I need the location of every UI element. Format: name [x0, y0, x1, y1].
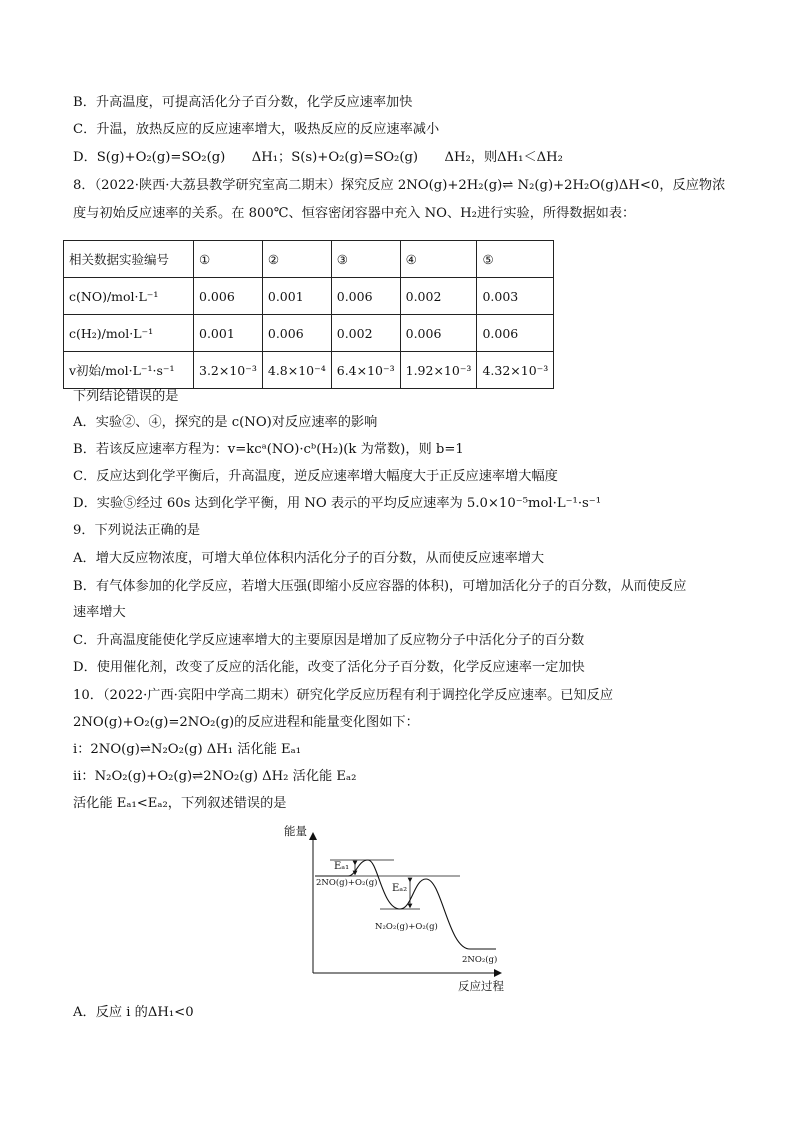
table-cell: 0.001 [262, 278, 331, 315]
q9-option-a: A．增大反应物浓度，可增大单位体积内活化分子的百分数，从而使反应速率增大 [73, 551, 545, 566]
q7-option-d: D．S(g)+O₂(g)=SO₂(g) ΔH₁；S(s)+O₂(g)=SO₂(g) ΔH₂，则ΔH₁＜ΔH₂ [73, 150, 563, 165]
table-cell: 4.32×10⁻³ [477, 352, 554, 389]
energy-profile-diagram [270, 818, 540, 998]
q9-option-d: D．使用催化剂，改变了反应的活化能，改变了活化分子百分数，化学反应速率一定加快 [73, 660, 585, 675]
table-row [64, 315, 554, 352]
table-cell: c(NO)/mol·L⁻¹ [64, 278, 194, 315]
table-cell: 0.002 [400, 278, 477, 315]
table-header-cell: ④ [400, 241, 477, 278]
reaction-ii: ii：N₂O₂(g)+O₂(g)⇌2NO₂(g) ΔH₂ 活化能 Eₐ₂ [73, 769, 357, 784]
table-cell: 0.001 [194, 315, 263, 352]
table-header-cell: ② [262, 241, 331, 278]
table-cell: 6.4×10⁻³ [331, 352, 400, 389]
table-cell: v初始/mol·L⁻¹·s⁻¹ [64, 352, 194, 389]
ea1-label: Eₐ₁ [334, 861, 350, 872]
question-9: 9．下列说法正确的是 [73, 523, 201, 538]
table-header-cell: ⑤ [477, 241, 554, 278]
energy-curve [315, 860, 496, 949]
table-cell: 0.006 [331, 278, 400, 315]
question-8-stem: 下列结论错误的是 [73, 389, 179, 404]
q7-option-b: B．升高温度，可提高活化分子百分数，化学反应速率加快 [73, 95, 413, 110]
reaction-i: i：2NO(g)⇌N₂O₂(g) ΔH₁ 活化能 Eₐ₁ [73, 742, 302, 757]
table-cell: 0.006 [194, 278, 263, 315]
q7-option-c: C．升温，放热反应的反应速率增大，吸热反应的反应速率减小 [73, 122, 440, 137]
question-10-line-2: 2NO(g)+O₂(g)=2NO₂(g)的反应进程和能量变化图如下： [73, 715, 419, 730]
table-cell: 0.006 [477, 315, 554, 352]
q8-option-a: A．实验②、④，探究的是 c(NO)对反应速率的影响 [73, 415, 378, 430]
q9-option-c: C．升高温度能使化学反应速率增大的主要原因是增加了反应物分子中活化分子的百分数 [73, 633, 585, 648]
table-cell: c(H₂)/mol·L⁻¹ [64, 315, 194, 352]
table-cell: 0.006 [262, 315, 331, 352]
q9-option-b-line-1: B．有气体参加的化学反应，若增大压强(即缩小反应容器的体积)，可增加活化分子的百分数，从而使反应 [73, 579, 687, 594]
question-10-stem: 活化能 Eₐ₁<Eₐ₂，下列叙述错误的是 [73, 796, 287, 811]
table-cell: 0.002 [331, 315, 400, 352]
table-header-cell: 相关数据实验编号 [64, 241, 194, 278]
table-cell: 4.8×10⁻⁴ [262, 352, 331, 389]
intermediate-label: N₂O₂(g)+O₂(g) [375, 922, 438, 932]
table-header-cell: ③ [331, 241, 400, 278]
table-cell: 1.92×10⁻³ [400, 352, 477, 389]
table-header-row [64, 241, 554, 278]
product-label: 2NO₂(g) [462, 955, 498, 965]
y-axis-label: 能量 [284, 824, 307, 838]
x-axis-label: 反应过程 [458, 979, 504, 993]
q9-option-b-line-2: 速率增大 [73, 605, 126, 620]
experiment-data-table [63, 240, 554, 389]
table-cell: 0.003 [477, 278, 554, 315]
q8-option-c: C．反应达到化学平衡后，升高温度，逆反应速率增大幅度大于正反应速率增大幅度 [73, 469, 558, 484]
table-row [64, 352, 554, 389]
table-header-cell: ① [194, 241, 263, 278]
question-8-line-2: 度与初始反应速率的关系。在 800℃、恒容密闭容器中充入 NO、H₂进行实验，所得数据如表： [73, 206, 636, 221]
question-8-line-1: 8．（2022·陕西·大荔县教学研究室高二期末）探究反应 2NO(g)+2H₂(g)⇌ N₂(g)+2H₂O(g)ΔH<0，反应物浓 [73, 178, 726, 193]
reactants-label: 2NO(g)+O₂(g) [316, 878, 378, 888]
q10-option-a: A．反应 i 的ΔH₁<0 [73, 1005, 194, 1020]
question-10-line-1: 10．（2022·广西·宾阳中学高二期末）研究化学反应历程有利于调控化学反应速率。已知反应 [73, 688, 614, 703]
table-row [64, 278, 554, 315]
q8-option-d: D．实验⑤经过 60s 达到化学平衡，用 NO 表示的平均反应速率为 5.0×10⁻⁵mol·L⁻¹·s⁻¹ [73, 496, 602, 511]
table-cell: 0.006 [400, 315, 477, 352]
table-cell: 3.2×10⁻³ [194, 352, 263, 389]
q8-option-b: B．若该反应速率方程为：v=kcᵃ(NO)·cᵇ(H₂)(k 为常数)，则 b=1 [73, 442, 464, 457]
ea2-label: Eₐ₂ [392, 883, 408, 894]
